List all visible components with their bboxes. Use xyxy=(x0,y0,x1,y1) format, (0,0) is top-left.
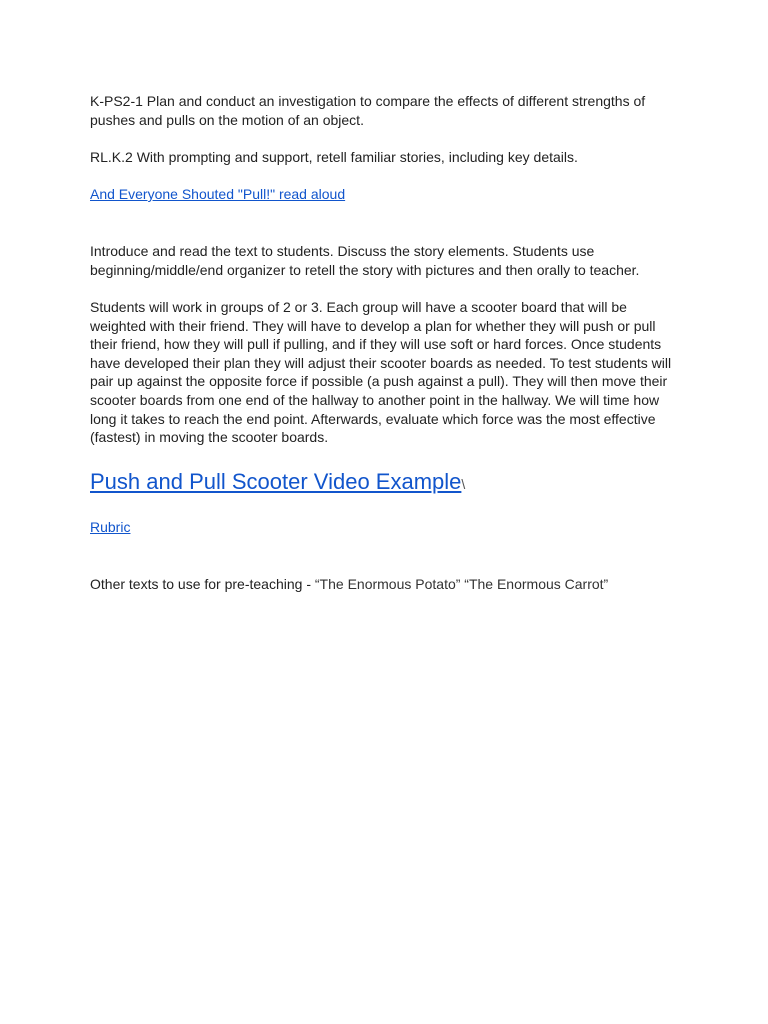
other-texts-line xyxy=(90,575,690,594)
groups-paragraph-line: scooter boards from one end of the hallway to another point in the hallway. We will time how xyxy=(90,391,660,408)
other-texts-titles: “The Enormous Potato” “The Enormous Carrot” xyxy=(314,576,609,592)
groups-paragraph xyxy=(90,298,690,447)
intro-paragraph-line: beginning/middle/end organizer to retell the story with pictures and then orally to teacher. xyxy=(90,261,640,278)
video-heading-trail: \ xyxy=(461,476,466,492)
groups-paragraph-line: their friend, how they will pull if pulling, and if they will use soft or hard forces. Once students xyxy=(90,336,662,353)
groups-paragraph-line: weighted with their friend. They will have to develop a plan for whether they will push or pull xyxy=(90,317,656,334)
standard-kps2-1-line: K-PS2-1 Plan and conduct an investigation to compare the effects of different strengths of xyxy=(90,93,646,109)
video-heading xyxy=(90,467,465,499)
groups-paragraph-line: (fastest) in moving the scooter boards. xyxy=(90,429,329,446)
intro-paragraph xyxy=(90,242,690,279)
groups-paragraph-line: have developed their plan they will adjust their scooter boards as needed. To test students will xyxy=(90,354,672,371)
read-aloud-link[interactable]: And Everyone Shouted "Pull!" read aloud xyxy=(90,186,346,202)
standard-kps2-1-line: pushes and pulls on the motion of an object. xyxy=(90,111,364,128)
groups-paragraph-line: pair up against the opposite force if possible (a push against a pull). They will then move their xyxy=(90,373,668,390)
intro-paragraph-line: Introduce and read the text to students. Discuss the story elements. Students use xyxy=(90,243,595,259)
standard-kps2-1 xyxy=(90,92,690,129)
video-example-link[interactable]: Push and Pull Scooter Video Example xyxy=(90,469,462,494)
other-texts-label: Other texts to use for pre-teaching - xyxy=(90,576,315,592)
rubric-link-line xyxy=(90,518,690,537)
groups-paragraph-line: Students will work in groups of 2 or 3. Each group will have a scooter board that will be xyxy=(90,299,627,315)
standard-rlk2: RL.K.2 With prompting and support, retell familiar stories, including key details. xyxy=(90,149,578,165)
rubric-link[interactable]: Rubric xyxy=(90,519,131,535)
groups-paragraph-line: long it takes to reach the end point. Afterwards, evaluate which force was the most effective xyxy=(90,410,656,427)
read-aloud-link-line xyxy=(90,185,690,204)
